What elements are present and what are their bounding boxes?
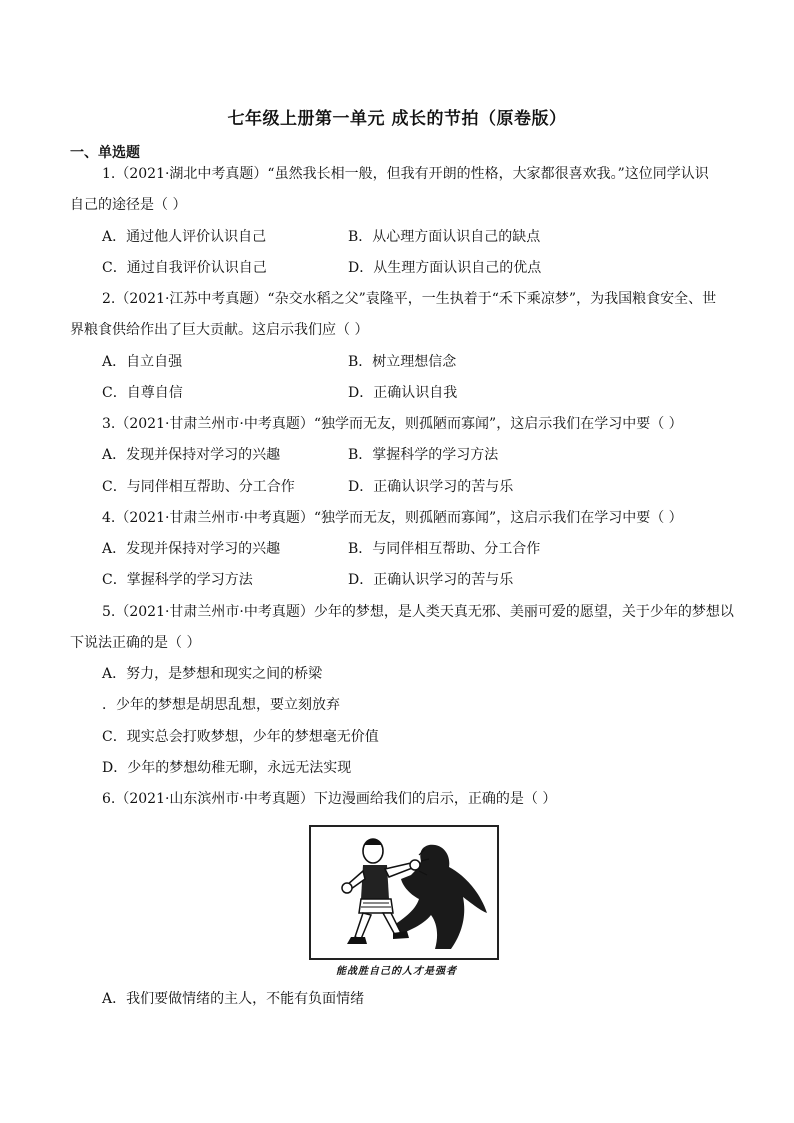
- question-5-option-a: A．努力，是梦想和现实之间的桥梁: [102, 666, 323, 682]
- question-5-stem: 5.（2021·甘肃兰州市·中考真题）少年的梦想，是人类天真无邪、美丽可爱的愿望，关于少年的梦想以: [102, 604, 734, 620]
- question-5-option-d: D．少年的梦想幼稚无聊，永远无法实现: [102, 760, 352, 776]
- question-4-option-d: D．正确认识学习的苦与乐: [348, 572, 514, 588]
- question-3-option-d: D．正确认识学习的苦与乐: [348, 479, 514, 495]
- section-heading: 一、单选题: [70, 145, 140, 161]
- question-2-option-d: D．正确认识自我: [348, 385, 458, 401]
- question-6-stem: 6.（2021·山东滨州市·中考真题）下边漫画给我们的启示，正确的是（ ）: [102, 791, 557, 807]
- question-4-option-b: B．与同伴相互帮助、分工合作: [348, 541, 541, 557]
- question-2-option-a: A．自立自强: [102, 354, 183, 370]
- cartoon-man-punching-shadow-icon: [311, 827, 497, 958]
- question-4-stem: 4.（2021·甘肃兰州市·中考真题）“独学而无友，则孤陋而寡闻”，这启示我们在学习中要（ ）: [102, 510, 683, 526]
- question-6-option-a: A．我们要做情绪的主人，不能有负面情绪: [102, 991, 365, 1007]
- question-3-option-b: B．掌握科学的学习方法: [348, 447, 499, 463]
- question-4-option-a: A．发现并保持对学习的兴趣: [102, 541, 281, 557]
- question-3-stem: 3.（2021·甘肃兰州市·中考真题）“独学而无友，则孤陋而寡闻”，这启示我们在学习中要（ ）: [102, 416, 683, 432]
- question-1-option-d: D．从生理方面认识自己的优点: [348, 260, 542, 276]
- question-1-option-a: A．通过他人评价认识自己: [102, 229, 267, 245]
- question-4-option-c: C．掌握科学的学习方法: [102, 572, 253, 588]
- question-5-option-c: C．现实总会打败梦想，少年的梦想毫无价值: [102, 729, 379, 745]
- question-2-stem-cont: 界粮食供给作出了巨大贡献。这启示我们应（ ）: [70, 322, 369, 338]
- page-title: 七年级上册第一单元 成长的节拍（原卷版）: [227, 109, 567, 129]
- question-1-option-c: C．通过自我评价认识自己: [102, 260, 267, 276]
- question-1-stem-cont: 自己的途径是（ ）: [70, 197, 187, 213]
- question-2-option-b: B．树立理想信念: [348, 354, 457, 370]
- question-3-option-c: C．与同伴相互帮助、分工合作: [102, 479, 295, 495]
- question-2-option-c: C．自尊自信: [102, 385, 183, 401]
- question-2-stem: 2.（2021·江苏中考真题）“杂交水稻之父”袁隆平，一生执着于“禾下乘凉梦”，为我国粮食安全、世: [102, 291, 717, 307]
- question-5-option-b: ．少年的梦想是胡思乱想，要立刻放弃: [102, 697, 340, 713]
- cartoon-caption: 能战胜自己的人才是强者: [336, 966, 457, 977]
- question-1-option-b: B．从心理方面认识自己的缺点: [348, 229, 541, 245]
- cartoon-image: [309, 825, 499, 960]
- question-1-stem: 1.（2021·湖北中考真题）“虽然我长相一般，但我有开朗的性格，大家都很喜欢我。”这位同学认识: [102, 166, 709, 182]
- question-3-option-a: A．发现并保持对学习的兴趣: [102, 447, 281, 463]
- question-5-stem-cont: 下说法正确的是（ ）: [70, 635, 201, 651]
